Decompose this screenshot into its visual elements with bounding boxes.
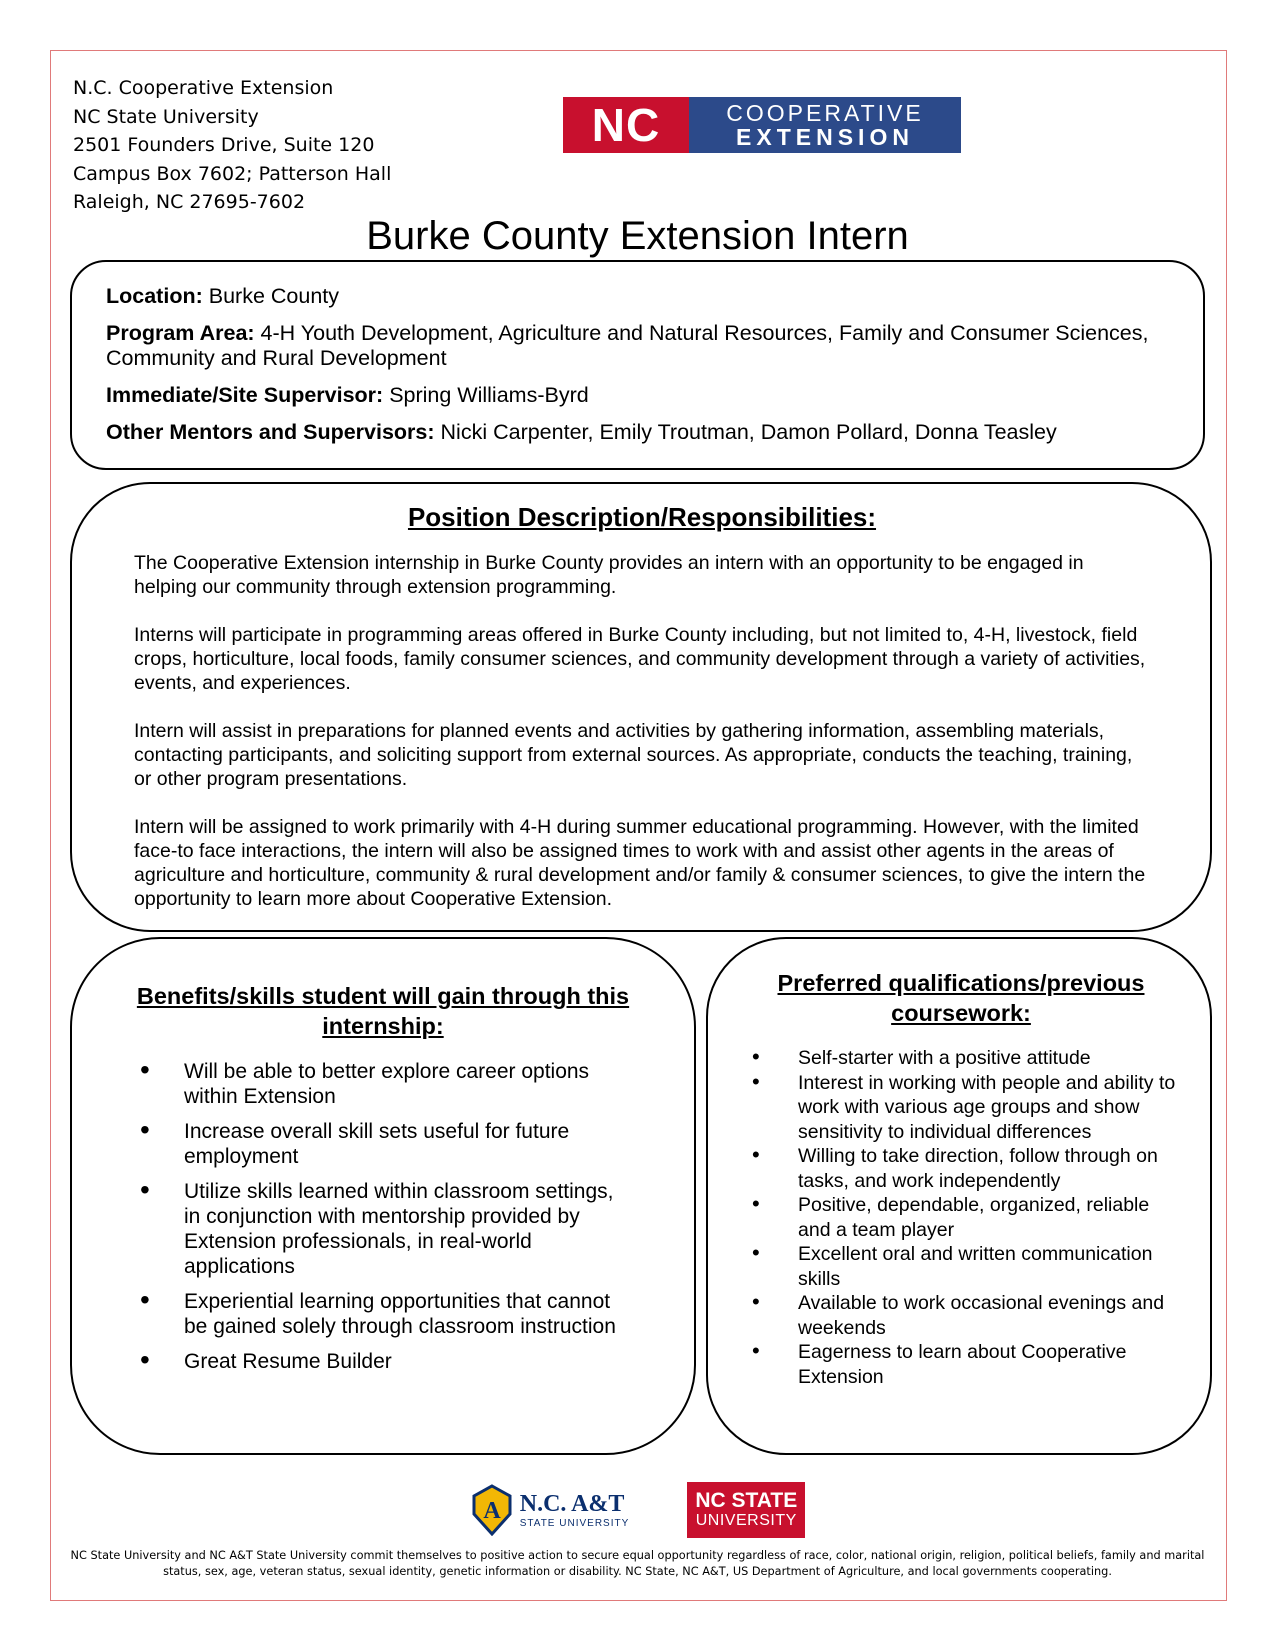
svg-text:A: A [483,1498,501,1524]
address-line: N.C. Cooperative Extension [73,77,334,99]
return-address [73,74,391,217]
list-item: • Eagerness to learn about Cooperative Extension [740,1340,1182,1389]
logo-wordmark [689,97,961,153]
location-row [106,284,1169,309]
nc-at-wordmark [520,1491,630,1529]
logo-line-cooperative: COOPERATIVE [726,100,924,126]
location-value: Burke County [208,284,339,308]
nc-state-logo [687,1482,805,1538]
qualifications-box [706,937,1212,1455]
program-area-label: Program Area: [106,321,255,345]
qualifications-list [740,1046,1182,1389]
page-title: Burke County Extension Intern [366,214,909,258]
list-item: • Experiential learning opportunities that cannot be gained solely through classroom instruction [134,1289,632,1339]
supervisor-row [106,383,1169,408]
logo-line-extension: EXTENSION [736,124,914,150]
nc-state-line1: NC STATE [695,1489,798,1512]
description-paragraph: The Cooperative Extension internship in Burke County provides an intern with an opportunity to be engaged in helping our community through extension programming. [134,552,1084,598]
supervisor-label: Immediate/Site Supervisor: [106,383,384,407]
supervisor-value: Spring Williams-Byrd [389,383,589,407]
mentors-value: Nicki Carpenter, Emily Troutman, Damon Pollard, Donna Teasley [440,420,1057,444]
logo-nc-mark: NC [563,97,689,153]
description-heading: Position Description/Responsibilities: [407,502,877,532]
position-description-box [70,482,1212,932]
mentors-row [106,420,1169,445]
list-item: • Positive, dependable, organized, reliable and a team player [740,1193,1182,1242]
program-area-row [106,321,1169,371]
address-line: NC State University [73,105,259,128]
benefits-heading: Benefits/skills student will gain through this internship: [136,983,630,1039]
nc-at-subtitle: STATE UNIVERSITY [519,1518,630,1529]
position-info-box [70,260,1205,470]
footer-logos [0,1482,1275,1538]
qualifications-heading: Preferred qualifications/previous coursework: [777,970,1145,1026]
list-item: • Increase overall skill sets useful for future employment [134,1119,632,1169]
nc-state-line2: UNIVERSITY [695,1512,797,1529]
list-item: • Interest in working with people and ability to work with various age groups and show sensitivity to individual differences [740,1071,1182,1145]
list-item: • Excellent oral and written communication skills [740,1242,1182,1291]
list-item: • Will be able to better explore career options within Extension [134,1059,632,1109]
list-item: • Self-starter with a positive attitude [740,1046,1182,1071]
program-area-value: 4-H Youth Development, Agriculture and Natural Resources, Family and Consumer Sciences, Community and Rural Development [106,321,1149,370]
nc-at-name: N.C. A&T [519,1491,625,1517]
list-item: • Willing to take direction, follow through on tasks, and work independently [740,1144,1182,1193]
aggie-shield-icon [470,1484,514,1536]
description-paragraph: Intern will assist in preparations for planned events and activities by gathering information, assembling materials, contacting participants, and soliciting support from external sources. As appropriate, conducts the teaching, training, or other program presentations. [134,720,1133,790]
nc-cooperative-extension-logo [563,97,961,153]
benefits-box [70,937,696,1455]
address-line: Campus Box 7602; Patterson Hall [73,162,392,185]
list-item: • Great Resume Builder [134,1349,632,1374]
benefits-list [134,1059,632,1374]
list-item: • Utilize skills learned within classroom settings, in conjunction with mentorship provided by Extension professionals, in real-world applications [134,1179,632,1279]
equal-opportunity-disclaimer: NC State University and NC A&T State University commit themselves to positive action to secure equal opportunity regardless of race, color, national origin, religion, political beliefs, family and marital status, sex, age, veteran status, sexual identity, genetic information or disability. NC State, NC A&T, US Department of Agriculture, and local governments cooperating. [70,1549,1205,1578]
address-line: 2501 Founders Drive, Suite 120 [73,134,375,156]
list-item: • Available to work occasional evenings and weekends [740,1291,1182,1340]
address-line: Raleigh, NC 27695-7602 [73,191,306,213]
description-paragraph: Interns will participate in programming areas offered in Burke County including, but not limited to, 4-H, livestock, field crops, horticulture, local foods, family consumer sciences, and community development through a variety of activities, events, and experiences. [134,624,1146,694]
mentors-label: Other Mentors and Supervisors: [106,420,435,444]
location-label: Location: [106,284,203,308]
description-paragraph: Intern will be assigned to work primarily with 4-H during summer educational programming. However, with the limited face-to face interactions, the intern will also be assigned times to work with and assist other agents in the areas of agriculture and horticulture, community & rural development and/or family & consumer sciences, to give the intern the opportunity to learn more about Cooperative Extension. [134,816,1146,910]
nc-at-logo [470,1484,630,1536]
